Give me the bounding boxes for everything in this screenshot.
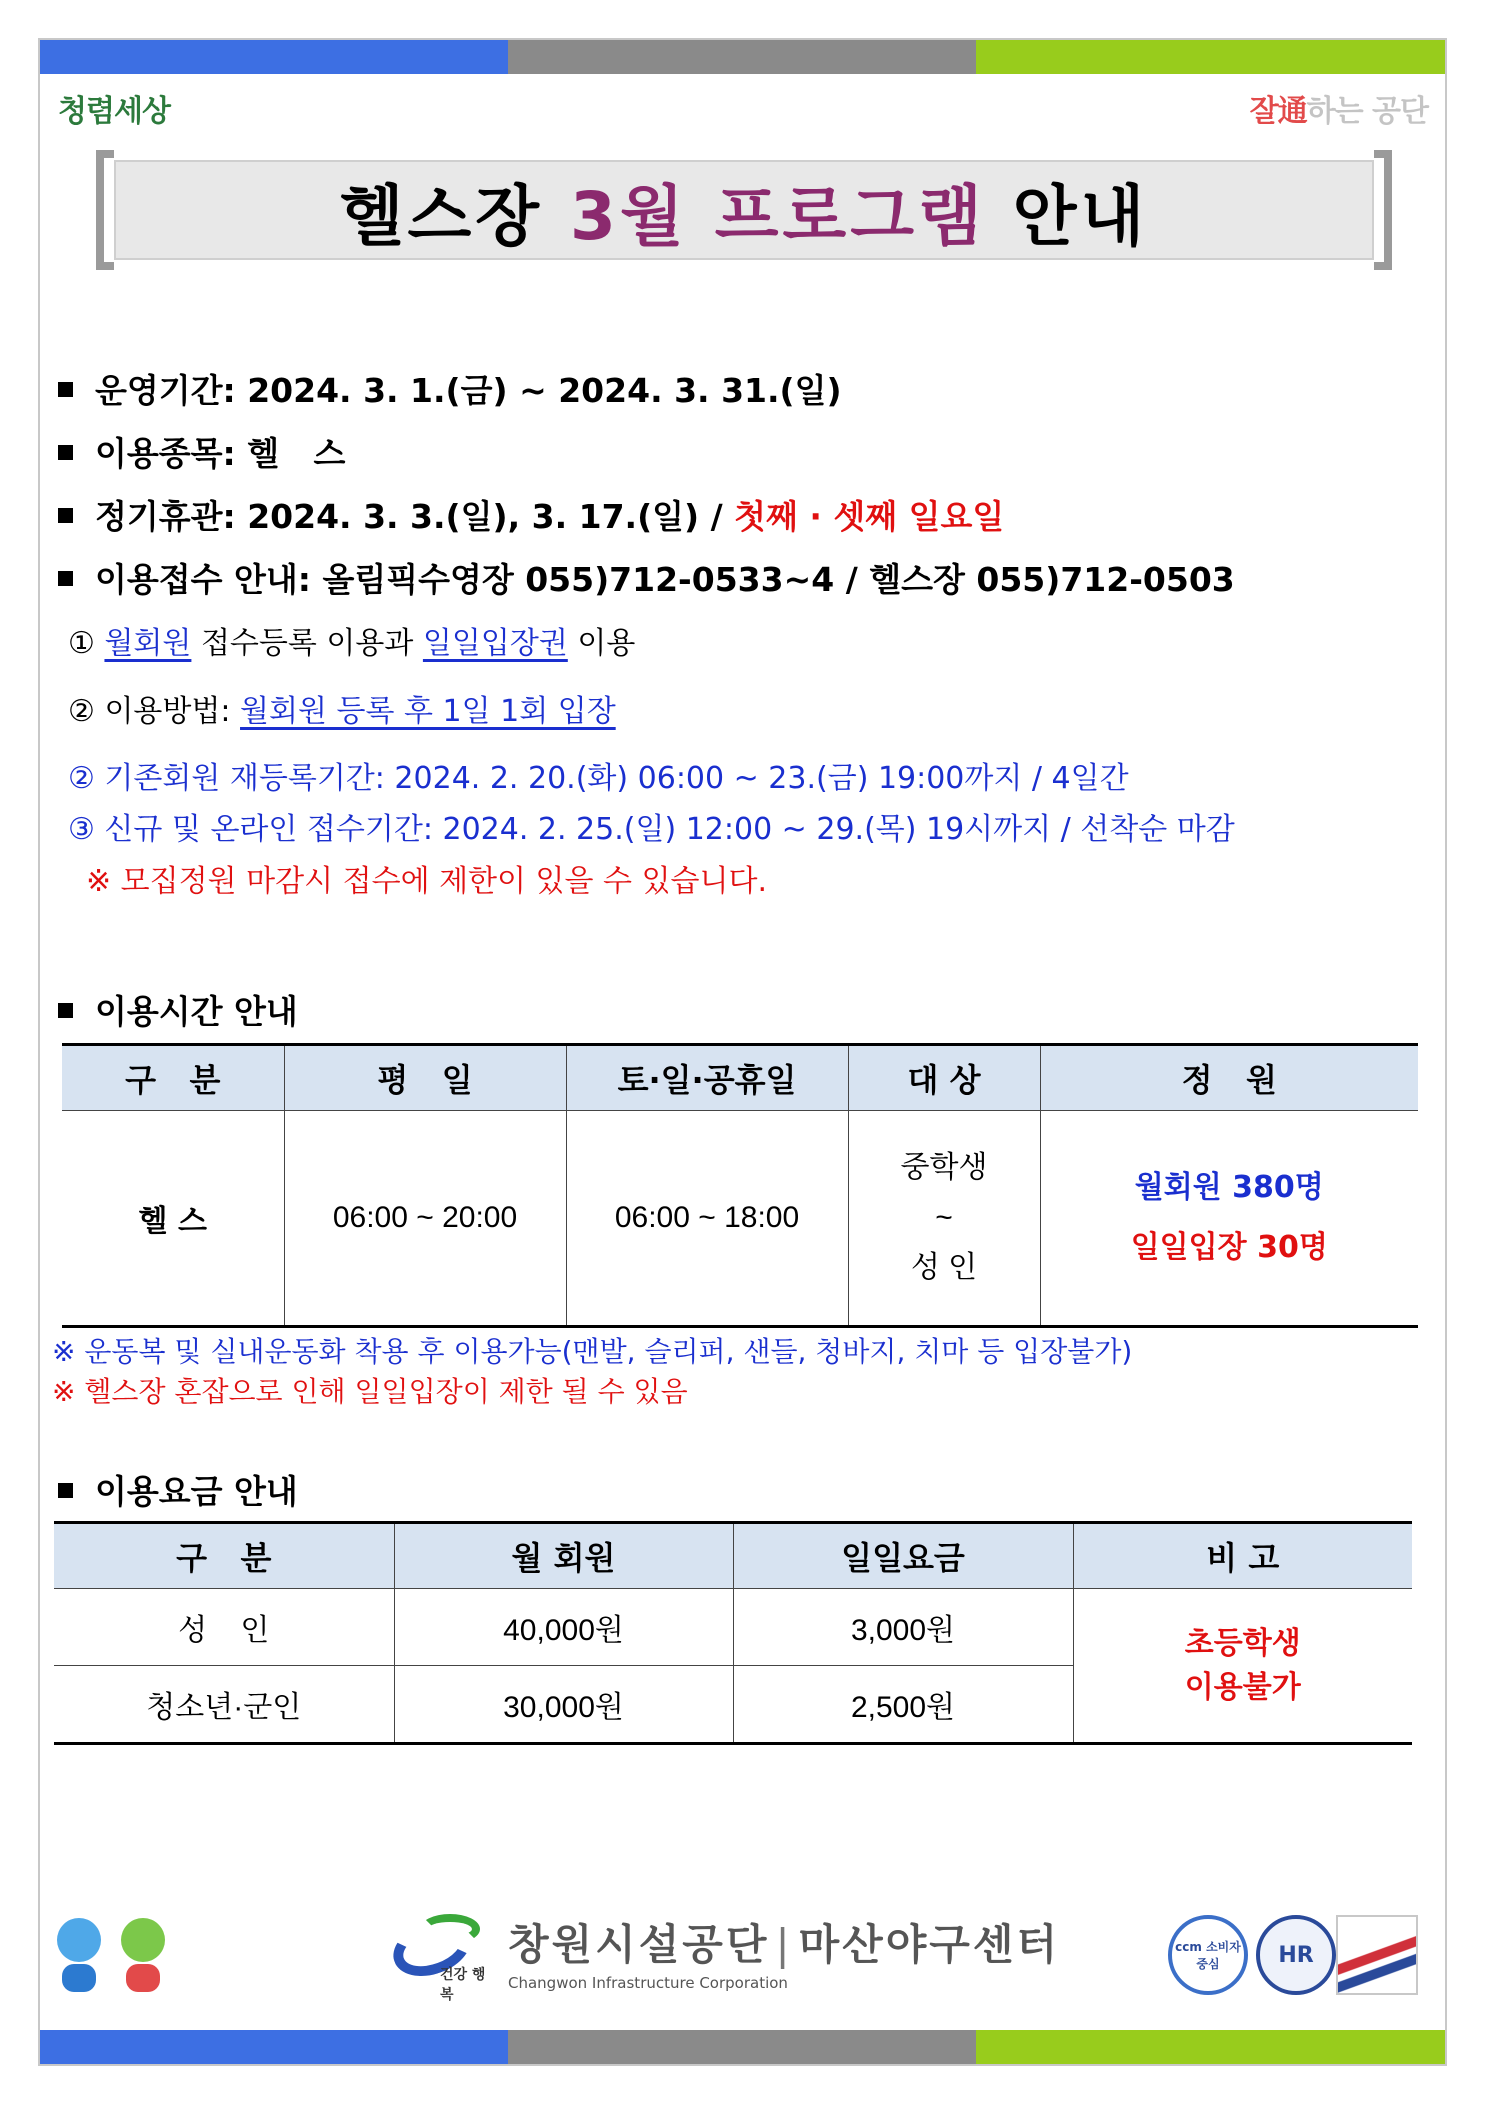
human-rights-badge-icon: HR (1256, 1915, 1336, 1995)
info-contact: 이용접수 안내: 올림픽수영장 055)712-0533~4 / 헬스장 055)712-0503 (58, 554, 1235, 601)
hours-note-dress: ※ 운동복 및 실내운동화 착용 후 이용가능(맨발, 슬리퍼, 샌들, 청바지, 치마 등 입장불가) (52, 1335, 1133, 1368)
page-title-box (96, 150, 1392, 270)
bottom-color-bar (40, 2030, 1445, 2064)
info-type: 이용종목: 헬 스 (58, 428, 345, 475)
bullet-square-icon (58, 571, 73, 586)
top-color-bar (40, 40, 1445, 74)
hours-heading: 이용시간 안내 (58, 986, 298, 1033)
info-period: 운영기간: 2024. 3. 1.(금) ~ 2024. 3. 31.(일) (58, 365, 842, 412)
footer-organization-logo: 건강 행복 창원시설공단 | 마산야구센터 Changwon Infrastructure Corporation (388, 1912, 1060, 1992)
bullet-square-icon (58, 445, 73, 460)
clean-world-logo: 청렴세상 (58, 94, 170, 129)
fees-table (54, 1521, 1412, 1745)
bullet-square-icon (58, 1483, 73, 1498)
table-row: 청소년·군인 30,000원 2,500원 (54, 1666, 1412, 1744)
table-row: 성 인 40,000원 3,000원 초등학생 이용불가 (54, 1589, 1412, 1666)
fees-heading: 이용요금 안내 (58, 1466, 298, 1513)
ccm-badge-icon: ccm 소비자중심 (1168, 1915, 1248, 1995)
sub-renewal-period: ② 기존회원 재등록기간: 2024. 2. 20.(화) 06:00 ~ 23.(금) 19:00까지 / 4일간 (68, 761, 1129, 796)
mascot-girl-icon (118, 1918, 168, 1992)
table-header-row: 구 분 월 회원 일일요금 비 고 (54, 1523, 1412, 1589)
org-name-english: Changwon Infrastructure Corporation (508, 1974, 788, 1992)
bullet-square-icon (58, 382, 73, 397)
sub-capacity-notice: ※ 모집정원 마감시 접수에 제한이 있을 수 있습니다. (86, 864, 768, 899)
hours-table (62, 1043, 1418, 1328)
bullet-square-icon (58, 1003, 73, 1018)
sub-usage-method: ② 이용방법: 월회원 등록 후 1일 1회 입장 (68, 694, 616, 729)
table-row: 헬 스 06:00 ~ 20:00 06:00 ~ 18:00 중학생 ~ 성 인 월회원 380명 일일입장 30명 (62, 1111, 1418, 1327)
info-closed: 정기휴관: 2024. 3. 3.(일), 3. 17.(일) / 첫째 · 셋째 일요일 (58, 491, 1004, 538)
corporation-slogan-logo: 잘通하는 공단 (1249, 94, 1428, 129)
center-name: 마산야구센터 (798, 1920, 1061, 1969)
mascot-boy-icon (54, 1918, 104, 1992)
sub-new-period: ③ 신규 및 온라인 접수기간: 2024. 2. 25.(일) 12:00 ~ 29.(목) 19시까지 / 선착순 마감 (68, 812, 1235, 847)
certification-flag-icon (1336, 1915, 1418, 1995)
org-name: 창원시설공단 (508, 1920, 770, 1969)
page-title: 헬스장 3월 프로그램 안내 (114, 160, 1374, 260)
bullet-square-icon (58, 508, 73, 523)
table-header-row: 구 분 평 일 토·일·공휴일 대 상 정 원 (62, 1045, 1418, 1111)
hours-note-crowd: ※ 헬스장 혼잡으로 인해 일일입장이 제한 될 수 있음 (52, 1375, 688, 1408)
sub-registration: ① 월회원 접수등록 이용과 일일입장권 이용 (68, 626, 636, 661)
swoosh-logo-icon: 건강 행복 (388, 1912, 486, 1992)
